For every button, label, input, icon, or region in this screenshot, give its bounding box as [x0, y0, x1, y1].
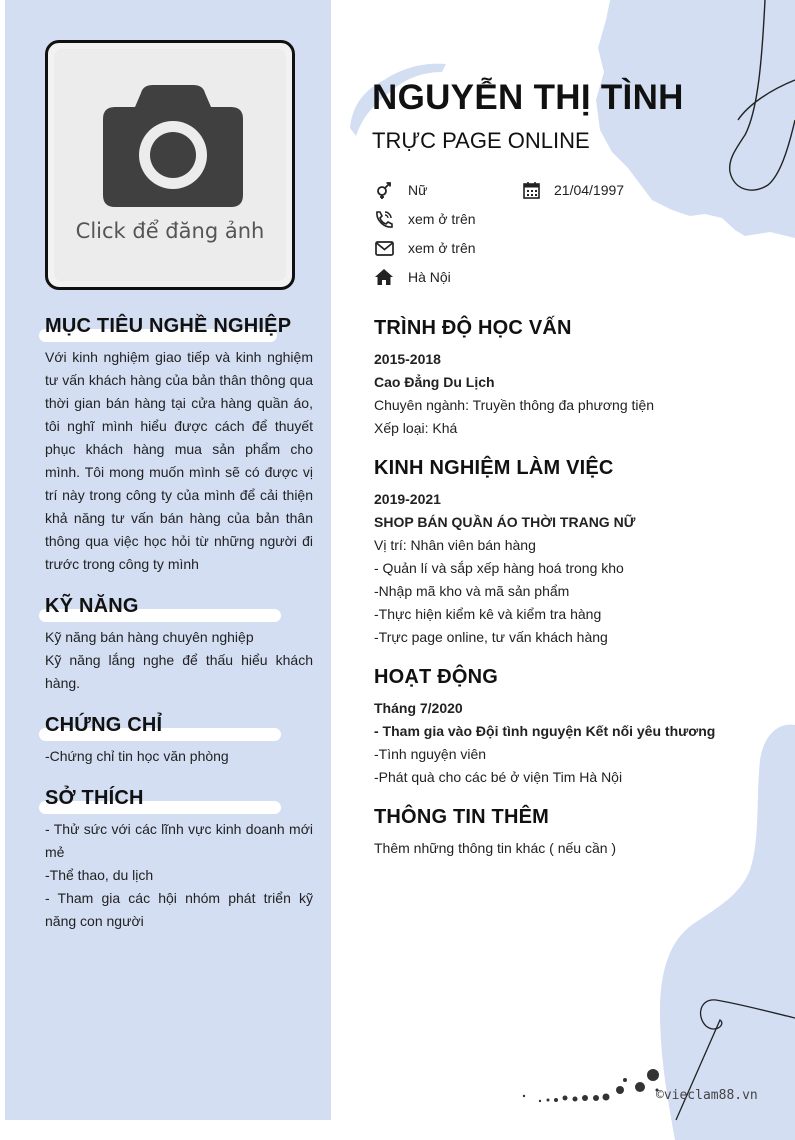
experience-section	[374, 454, 774, 649]
objective-text: Với kinh nghiệm giao tiếp và kinh nghiệm tư vấn khách hàng của bản thân thông qua thời gian bán hàng tại cửa hàng quần áo, tôi nghĩ mình hiểu được cách để thuyết phục khách hàng mua sản phẩm cho mình. Tôi mong muốn mình sẽ có được vị trí này trong công ty của mình để cải thiện khả năng tư vấn bán hàng của bản thân thông qua việc học hỏi từ những người đi trước trong công ty mình	[45, 349, 313, 572]
skills-heading: KỸ NĂNG	[45, 592, 313, 622]
additional-info-text: Thêm những thông tin khác ( nếu cần )	[374, 840, 617, 856]
home-icon	[374, 268, 394, 286]
hobbies-section	[45, 784, 313, 933]
skill-item: Kỹ năng lắng nghe để thấu hiểu khách hàng.	[45, 652, 313, 691]
candidate-title: TRỰC PAGE ONLINE	[372, 128, 590, 153]
experience-line: - Quản lí và sắp xếp hàng hoá trong kho	[374, 560, 624, 576]
experience-line: -Trực page online, tư vấn khách hàng	[374, 629, 608, 645]
certificate-item: -Chứng chỉ tin học văn phòng	[45, 748, 229, 764]
experience-line: -Nhập mã kho và mã sản phẩm	[374, 583, 570, 599]
hobbies-list	[45, 818, 313, 933]
experience-heading: KINH NGHIỆM LÀM VIỆC	[374, 454, 774, 484]
experience-line: -Thực hiện kiểm kê và kiểm tra hàng	[374, 606, 602, 622]
watermark: ©vieclam88.vn	[656, 1088, 758, 1103]
skill-item: Kỹ năng bán hàng chuyên nghiệp	[45, 629, 254, 645]
experience-period: 2019-2021	[374, 491, 441, 507]
experience-content	[374, 488, 774, 649]
activities-heading: HOẠT ĐỘNG	[374, 663, 774, 693]
hobby-item: -Thể thao, du lịch	[45, 867, 154, 883]
certificates-section	[45, 711, 313, 768]
objective-section	[45, 312, 313, 576]
activities-section	[374, 663, 774, 789]
activities-line: -Tình nguyện viên	[374, 746, 487, 762]
hobbies-heading: SỞ THÍCH	[45, 784, 313, 814]
certificates-list	[45, 745, 313, 768]
activities-line: -Phát quà cho các bé ở viện Tim Hà Nội	[374, 769, 623, 785]
education-section	[374, 314, 774, 440]
calendar-icon	[522, 181, 542, 199]
cv-page: Click để đăng ảnh MỤC TIÊU NGHỀ NGHIỆP Với kinh nghiệm giao tiếp và kinh nghiệm tư vấn khách hàng của bản thân thông qua thời gian bán hàng tại cửa hàng quần áo, tôi nghĩ mình hiểu được cách để thuyết phục khách hàng mua sản phẩm cho mình. Tôi mong muốn mình sẽ có được vị trí này trong công ty của mình để cải thiện khả năng tư vấn bán hàng của bản thân thông qua việc học hỏi từ những người đi trước trong công ty mình KỸ NĂNG Kỹ năng bán hàng chuyên nghiệp Kỹ năng lắng nghe để thấu hiểu khách hàng. CHỨNG CHỈ -Chứng chỉ tin học văn phòng SỞ THÍCH - Thử sức với các lĩnh vực kinh doanh mới mẻ -Thể thao, du lịch - Tham gia các hội nhóm phát triển kỹ năng con người NGUYỄN THỊ TÌNH TRỰC PAGE ONLINE Nữ 21/04/1997 xem ở trên xem ở trên Hà Nội TRÌNH ĐỘ HỌC VẤN 2015-2018 Cao Đẳng Du Lịch Chuyên ngành: Truyền thông đa phương tiện Xếp loại: Khá KINH NGHIỆM LÀM VIỆC 2019-2021 SHOP BÁN QUẦN ÁO THỜI TRANG NỮ Vị trí: Nhân viên bán hàng - Quản lí và sắp xếp hàng hoá trong kho -Nhập mã kho và mã sản phẩm -Thực hiện kiểm kê và kiểm tra hàng -Trực page online, tư vấn khách hàng HOẠT ĐỘNG Tháng 7/2020 - Tham gia vào Đội tình nguyện Kết nối yêu thương -Tình nguyện viên -Phát quà cho các bé ở viện Tim Hà Nội THÔNG TIN THÊM Thêm những thông tin khác ( nếu cần ) ©vieclam88.vn	[0, 0, 795, 1140]
photo-placeholder[interactable]	[54, 49, 286, 281]
camera-icon	[103, 85, 243, 209]
phone-icon	[374, 210, 394, 228]
skills-section	[45, 592, 313, 695]
additional-info-heading: THÔNG TIN THÊM	[374, 803, 774, 833]
top-paint-splash	[596, 0, 795, 238]
hobby-item: - Tham gia các hội nhóm phát triển kỹ năng con người	[45, 890, 313, 929]
education-content	[374, 348, 774, 440]
additional-info-section	[374, 803, 774, 860]
hobby-item: - Thử sức với các lĩnh vực kinh doanh mới mẻ	[45, 821, 313, 860]
education-rank: Xếp loại: Khá	[374, 420, 458, 436]
skills-list	[45, 626, 313, 695]
gender-icon	[374, 181, 394, 199]
envelope-icon	[374, 239, 394, 257]
photo-caption[interactable]: Click để đăng ảnh	[75, 219, 265, 243]
activities-period: Tháng 7/2020	[374, 700, 463, 716]
objective-heading: MỤC TIÊU NGHỀ NGHIỆP	[45, 312, 313, 342]
experience-line: Vị trí: Nhân viên bán hàng	[374, 537, 536, 553]
candidate-name: NGUYỄN THỊ TÌNH	[372, 78, 684, 117]
activities-content	[374, 697, 774, 789]
certificates-heading: CHỨNG CHỈ	[45, 711, 313, 741]
photo-upload-box[interactable]	[45, 40, 295, 290]
education-major: Chuyên ngành: Truyền thông đa phương tiện	[374, 397, 655, 413]
experience-company: SHOP BÁN QUẦN ÁO THỜI TRANG NỮ	[374, 514, 636, 530]
education-period: 2015-2018	[374, 351, 441, 367]
education-heading: TRÌNH ĐỘ HỌC VẤN	[374, 314, 774, 344]
activities-title: - Tham gia vào Đội tình nguyện Kết nối yêu thương	[374, 723, 716, 739]
additional-info-content	[374, 837, 774, 860]
ink-dots	[523, 1069, 659, 1102]
education-school: Cao Đẳng Du Lịch	[374, 374, 495, 390]
